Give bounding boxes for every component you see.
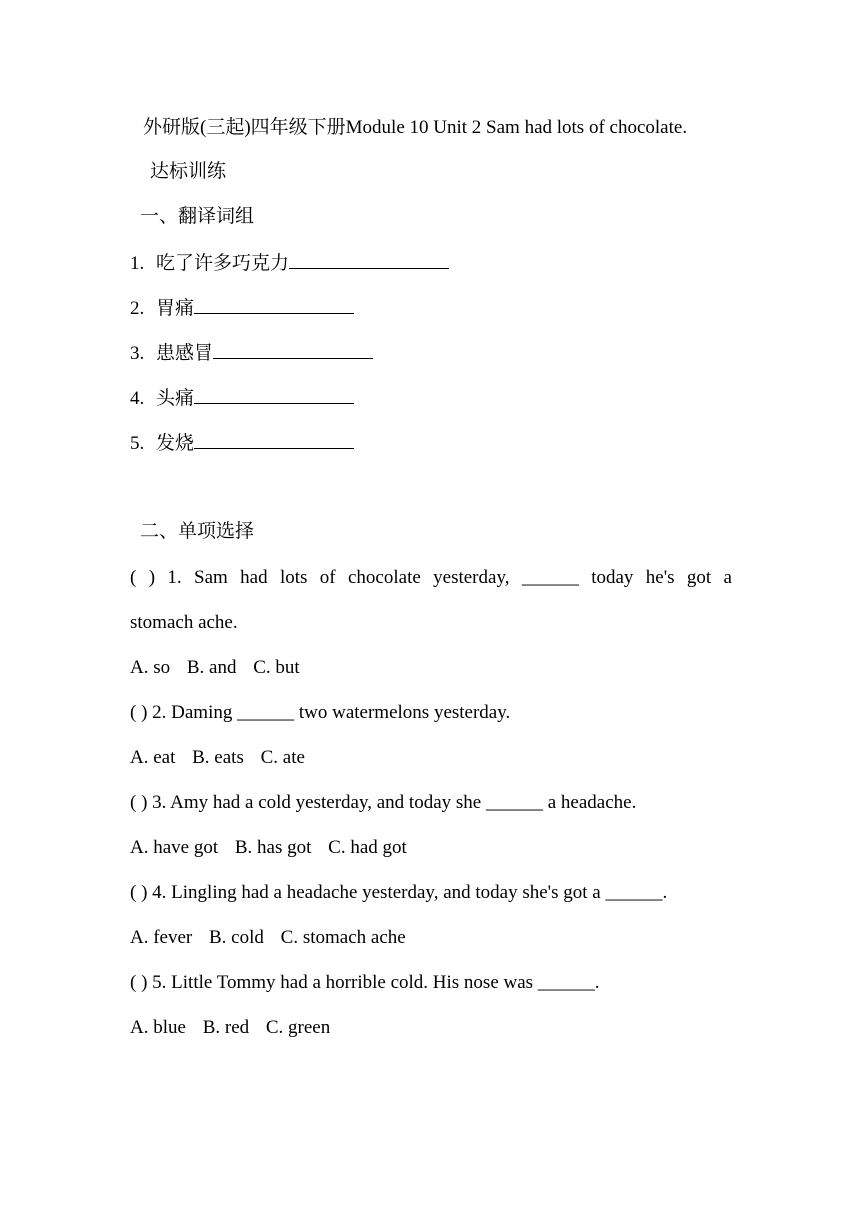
translation-item-4 (130, 385, 354, 411)
item-number: 1. (130, 253, 145, 274)
item-text: 头痛 (156, 388, 195, 409)
question-1-options (130, 656, 312, 680)
option-c[interactable]: C. but (253, 657, 300, 678)
document-title: 外研版(三起)四年级下册Module 10 Unit 2 Sam had lots of chocolate. (143, 117, 688, 138)
item-number: 3. (130, 343, 145, 364)
answer-blank[interactable] (194, 430, 354, 449)
translation-item-1 (130, 250, 449, 276)
section1-heading: 一、翻译词组 (140, 206, 255, 227)
question-4-options (130, 926, 418, 950)
option-b[interactable]: B. and (186, 657, 237, 678)
option-b[interactable]: B. red (202, 1017, 250, 1038)
option-a[interactable]: A. blue (130, 1017, 186, 1038)
option-a[interactable]: A. eat (130, 747, 176, 768)
question-5-stem: ( ) 5. Little Tommy had a horrible cold. His nose was ______. (130, 972, 600, 993)
item-number: 2. (130, 298, 145, 319)
item-number: 4. (130, 388, 145, 409)
answer-blank[interactable] (194, 385, 354, 404)
option-c[interactable]: C. stomach ache (280, 927, 406, 948)
section2-heading: 二、单项选择 (140, 521, 255, 542)
item-text: 患感冒 (156, 343, 214, 364)
option-c[interactable]: C. ate (260, 747, 305, 768)
question-4-stem: ( ) 4. Lingling had a headache yesterday, and today she's got a ______. (130, 882, 668, 903)
translation-item-2 (130, 295, 354, 321)
option-b[interactable]: B. has got (234, 837, 312, 858)
document-subtitle: 达标训练 (150, 161, 227, 182)
question-2-options (130, 746, 317, 770)
option-c[interactable]: C. green (265, 1017, 331, 1038)
answer-blank[interactable] (289, 250, 449, 269)
option-a[interactable]: A. fever (130, 927, 193, 948)
item-text: 吃了许多巧克力 (156, 253, 290, 274)
question-1-stem: ( ) 1. Sam had lots of chocolate yesterday, ______ today he's got a (130, 567, 732, 588)
option-a[interactable]: A. have got (130, 837, 219, 858)
answer-blank[interactable] (194, 295, 354, 314)
question-3-options (130, 836, 419, 860)
option-b[interactable]: B. eats (192, 747, 244, 768)
item-text: 胃痛 (156, 298, 195, 319)
item-number: 5. (130, 433, 145, 454)
translation-item-5 (130, 430, 354, 456)
option-a[interactable]: A. so (130, 657, 171, 678)
option-c[interactable]: C. had got (328, 837, 407, 858)
question-2-stem: ( ) 2. Daming ______ two watermelons yesterday. (130, 702, 511, 723)
translation-item-3 (130, 340, 373, 366)
question-3-stem: ( ) 3. Amy had a cold yesterday, and today she ______ a headache. (130, 792, 637, 813)
option-b[interactable]: B. cold (209, 927, 264, 948)
item-text: 发烧 (156, 433, 195, 454)
question-5-options (130, 1016, 342, 1040)
answer-blank[interactable] (213, 340, 373, 359)
question-1-stem-continued: stomach ache. (130, 612, 238, 633)
